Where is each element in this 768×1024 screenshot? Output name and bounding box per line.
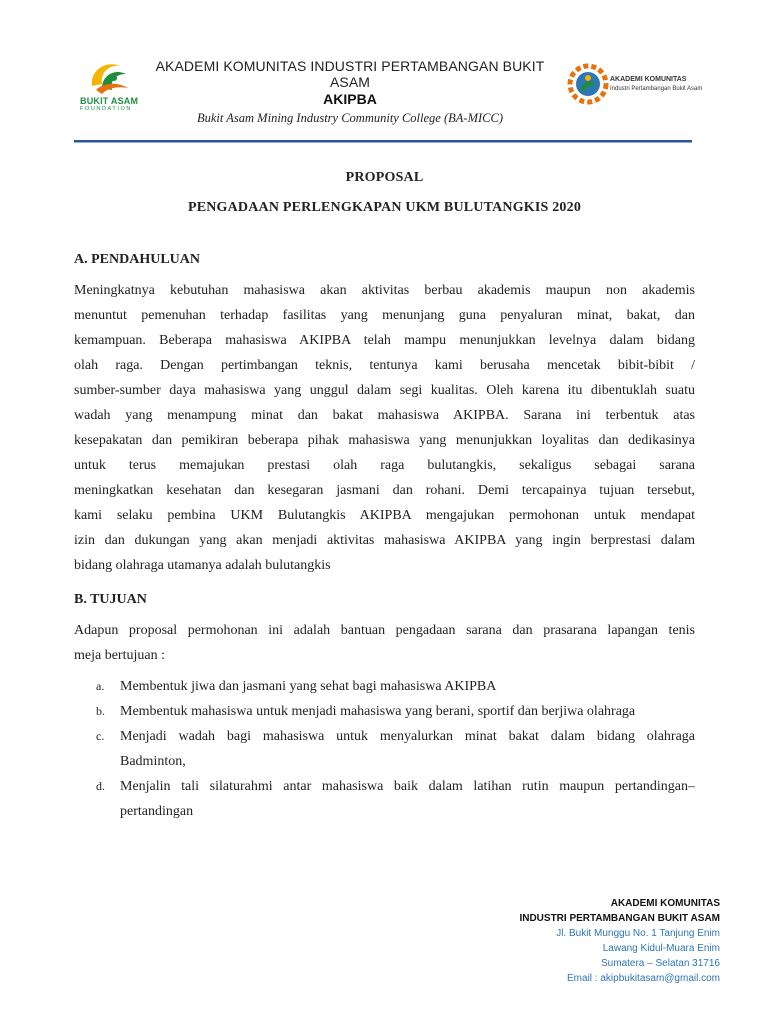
right-logo-title: AKADEMI KOMUNITAS <box>610 76 687 83</box>
list-item-text: Badminton, <box>120 754 186 769</box>
list-marker: a. <box>96 679 105 693</box>
proposal-body <box>74 170 695 824</box>
list-item-text: pertandingan <box>120 804 194 819</box>
paragraph-line: menuntut pemenuhan terhadap fasilitas yang menunjang guna penyaluran minat, bakat, dan <box>74 308 695 323</box>
institution-english-name: Bukit Asam Mining Industry Community College (BA-MICC) <box>197 111 503 125</box>
paragraph-line: sumber-sumber daya mahasiswa yang unggul dalam segi kualitas. Oleh karena itu dibentuklah suatu <box>74 383 695 398</box>
document-subtitle: PENGADAAN PERLENGKAPAN UKM BULUTANGKIS 2020 <box>187 200 582 215</box>
institution-heading <box>150 58 550 126</box>
footer-street: Jl. Bukit Munggu No. 1 Tanjung Enim <box>556 928 720 939</box>
letterhead <box>0 0 768 150</box>
bukit-asam-swirl-icon <box>84 56 132 96</box>
objectives-list <box>74 674 695 824</box>
akademi-komunitas-logo <box>566 60 706 110</box>
paragraph-line: kesepakatan dan pemikiran beberapa pihak mahasiswa yang menunjukkan loyalitas dan dedikasinya <box>74 433 695 448</box>
gear-emblem-icon <box>566 60 610 108</box>
paragraph-line: untuk terus memajukan prestasi olah raga bulutangkis, sekaligus sebagai sarana <box>74 458 695 473</box>
right-logo-subtitle: Industri Pertambangan Bukit Asam <box>610 86 703 92</box>
list-item-text: Menjalin tali silaturahmi antar mahasiswa baik dalam latihan rutin maupun pertandingan– <box>120 779 695 794</box>
footer-province: Sumatera – Selatan 31716 <box>601 958 720 969</box>
footer-email: Email : akipbukitasam@gmail.com <box>567 973 720 984</box>
list-item-text: Membentuk mahasiswa untuk menjadi mahasiswa yang berani, sportif dan berjiwa olahraga <box>120 704 636 719</box>
list-item <box>74 724 695 774</box>
paragraph-line: Meningkatnya kebutuhan mahasiswa akan aktivitas berbau akademis maupun non akademis <box>74 283 695 298</box>
list-item <box>74 699 695 724</box>
paragraph-line: meja bertujuan : <box>74 648 165 663</box>
section-b-heading: B. TUJUAN <box>74 592 147 607</box>
section-a-paragraph <box>74 278 695 578</box>
paragraph-line: meningkatkan kesehatan dan kesegaran jasmani dan rohani. Demi tercapainya tujuan tersebut, <box>74 483 695 498</box>
list-item-text: Membentuk jiwa dan jasmani yang sehat bagi mahasiswa AKIPBA <box>120 679 497 694</box>
left-logo-subtitle: FOUNDATION <box>80 106 132 112</box>
list-item <box>74 674 695 699</box>
section-a-heading: A. PENDAHULUAN <box>74 252 200 267</box>
section-b-intro <box>74 618 695 668</box>
paragraph-line: bidang olahraga utamanya adalah bulutangkis <box>74 558 331 573</box>
left-logo-name: BUKIT ASAM <box>80 96 139 106</box>
footer-address <box>519 896 720 986</box>
footer-district: Lawang Kidul-Muara Enim <box>602 943 720 954</box>
document-title: PROPOSAL <box>345 170 424 185</box>
list-marker: c. <box>96 729 105 743</box>
footer-institution-full: INDUSTRI PERTAMBANGAN BUKIT ASAM <box>519 913 720 924</box>
paragraph-line: Adapun proposal permohonan ini adalah bantuan pengadaan sarana dan prasarana lapangan tenis <box>74 623 695 638</box>
bukit-asam-foundation-logo <box>80 56 140 118</box>
list-marker: d. <box>96 779 105 793</box>
paragraph-line: olah raga. Dengan pertimbangan teknis, tentunya kami berusaha mencetak bibit-bibit / <box>74 358 695 373</box>
list-marker: b. <box>96 704 105 718</box>
institution-name: AKADEMI KOMUNITAS INDUSTRI PERTAMBANGAN BUKIT ASAM <box>155 58 545 90</box>
list-item-text: Menjadi wadah bagi mahasiswa untuk menyalurkan minat bakat dalam bidang olahraga <box>120 729 695 744</box>
paragraph-line: kami selaku pembina UKM Bulutangkis AKIPBA mengajukan permohonan untuk mendapat <box>74 508 695 523</box>
institution-abbreviation: AKIPBA <box>323 91 377 107</box>
footer-institution: AKADEMI KOMUNITAS <box>610 898 720 909</box>
paragraph-line: wadah yang menampung minat dan bakat mahasiswa AKIPBA. Sarana ini terbentuk atas <box>74 408 695 423</box>
paragraph-line: kemampuan. Beberapa mahasiswa AKIPBA telah mampu menunjukkan levelnya dalam bidang <box>74 333 695 348</box>
list-item <box>74 774 695 824</box>
paragraph-line: izin dan dukungan yang akan menjadi aktivitas mahasiswa AKIPBA yang ingin berprestasi dalam <box>74 533 695 548</box>
header-divider-thin <box>74 142 692 143</box>
